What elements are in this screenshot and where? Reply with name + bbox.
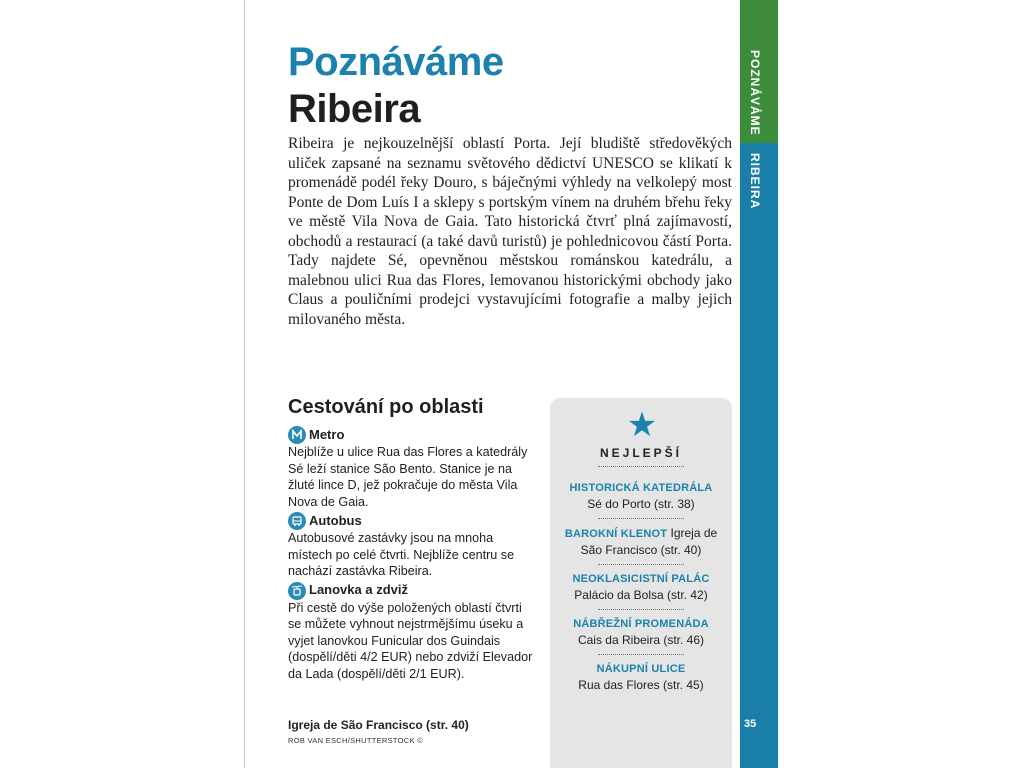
page-number: 35 <box>744 718 757 730</box>
best-item-text: Rua das Flores (str. 45) <box>578 678 704 692</box>
metro-icon <box>288 426 306 444</box>
cable-car-icon <box>288 582 306 600</box>
best-label: NEJLEPŠÍ <box>599 446 683 460</box>
transport-text: Při cestě do výše položených oblastí čtvrti se můžete vyhnout nejstrmějšímu úseku a vyjet lanovkou Funicular dos Guindais (dospělí/děti 4/2 EUR) nebo zdviží Elevador da Lada (dospělí/děti 2/1 EUR). <box>288 600 533 681</box>
transport-item-bus <box>288 512 536 530</box>
list-item <box>555 571 727 603</box>
best-list <box>555 480 727 693</box>
best-item-text: Sé do Porto (str. 38) <box>587 497 695 511</box>
photo-credit: ROB VAN ESCH/SHUTTERSTOCK © <box>288 736 424 745</box>
best-item-text: Palácio da Bolsa (str. 42) <box>574 588 708 602</box>
side-tab-label-bottom: RIBEIRA <box>748 153 762 210</box>
bus-icon <box>288 512 306 530</box>
side-tab-bottom <box>740 143 778 768</box>
transport-label: Autobus <box>309 512 362 528</box>
transport-item-cable <box>288 582 536 600</box>
transport-label: Metro <box>309 426 345 442</box>
divider <box>598 609 684 610</box>
transport-item-metro <box>288 426 536 444</box>
transport-text: Nejblíže u ulice Rua das Flores a katedrály Sé leží stanice São Bento. Stanice je na žluté lince D, jež pokračuje do města Vila Nova de Gaia. <box>288 445 528 509</box>
list-item <box>555 616 727 648</box>
best-item-heading: NÁKUPNÍ ULICE <box>596 663 686 675</box>
side-tab-label-top: POZNÁVÁME <box>748 50 762 136</box>
intro-paragraph: Ribeira je nejkouzelnější oblastí Porta. Její bludiště středověkých uliček zapsané na seznamu světového dědictví UNESCO se klikatí k promenádě podél řeky Douro, s báječnými výhledy na velkolepý most Ponte de Dom Luís I a sklepy s portským vínem na druhém břehu řeky ve městě Vila Nova de Gaia. Tato historická čtvrť plná zajímavostí, obchodů a restaurací (a také davů turistů) je pohlednicovou částí Porta. Tady najdete Sé, opevněnou městskou románskou katedrálu, a malebnou ulici Rua das Flores, lemovanou historickými obchody jako Claus a pouličními prodejci vystavujícími fotografie a malby jejich milovaného města. <box>288 135 732 328</box>
best-item-heading: NEOKLASICISTNÍ PALÁC <box>572 573 710 585</box>
best-item-heading: NÁBŘEŽNÍ PROMENÁDA <box>573 618 709 630</box>
best-item-text: Cais da Ribeira (str. 46) <box>577 633 705 647</box>
best-item-heading: BAROKNÍ KLENOT <box>564 528 671 540</box>
divider <box>598 466 684 467</box>
divider <box>598 564 684 565</box>
list-item <box>555 480 727 512</box>
transport-label: Lanovka a zdviž <box>309 582 408 598</box>
transport-text: Autobusové zastávky jsou na mnoha místech po celé čtvrti. Nejblíže centru se nachází zastávka Ribeira. <box>288 531 515 578</box>
best-item-text: Igreja de São Francisco (str. 40) <box>580 526 718 557</box>
photo-caption: Igreja de São Francisco (str. 40) <box>288 718 469 732</box>
divider <box>598 654 684 655</box>
page-title-line2: Ribeira <box>288 87 421 131</box>
transport-title: Cestování po oblasti <box>288 396 484 418</box>
star-icon: ★ <box>626 406 658 444</box>
list-item <box>555 661 727 693</box>
transport-section <box>288 426 536 684</box>
divider <box>598 518 684 519</box>
best-item-heading: HISTORICKÁ KATEDRÁLA <box>569 482 713 494</box>
page-title-line1: Poznáváme <box>288 40 504 84</box>
list-item <box>555 525 727 558</box>
